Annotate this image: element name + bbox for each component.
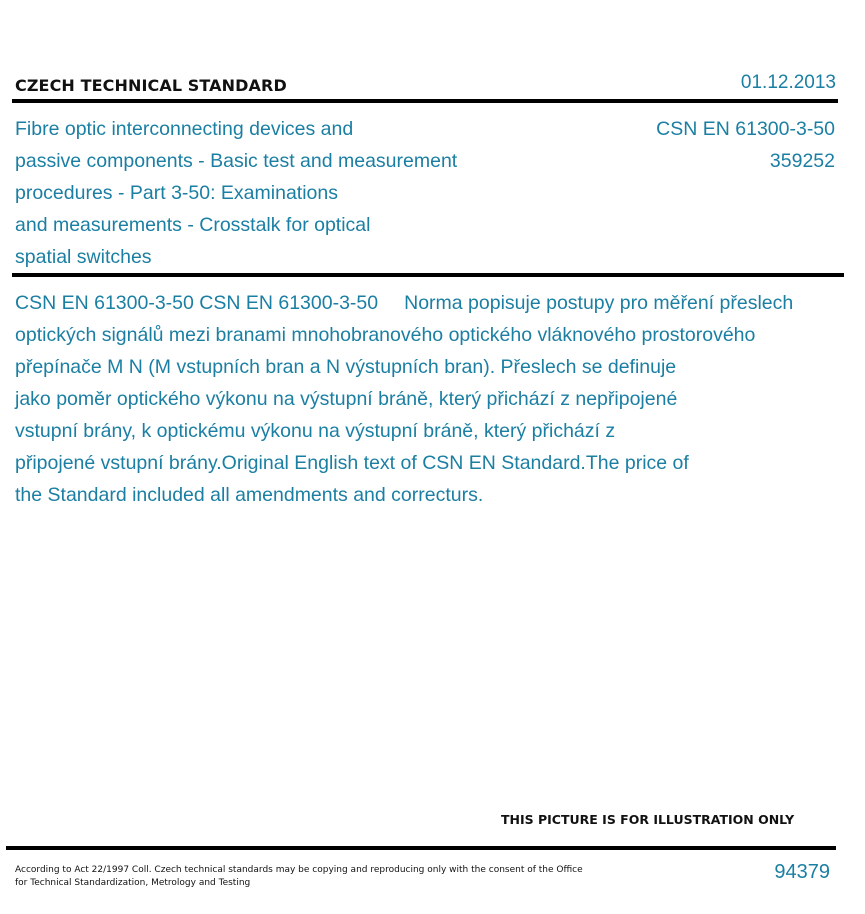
document-type-label: CZECH TECHNICAL STANDARD bbox=[15, 76, 287, 95]
illustration-note: THIS PICTURE IS FOR ILLUSTRATION ONLY bbox=[501, 812, 795, 827]
description-codes: CSN EN 61300-3-50 CSN EN 61300-3-50 bbox=[15, 292, 379, 314]
description-line: optických signálů mezi branami mnohobranového optického vláknového prostorového bbox=[15, 324, 756, 346]
document-number: 94379 bbox=[774, 861, 830, 883]
title-line: and measurements - Crosstalk for optical bbox=[15, 214, 371, 236]
title-line: passive components - Basic test and measurement bbox=[15, 150, 458, 172]
description-block bbox=[15, 287, 865, 511]
title-divider bbox=[12, 273, 844, 277]
title-line: procedures - Part 3-50: Examinations bbox=[15, 182, 338, 204]
description-line: jako poměr optického výkonu na výstupní bráně, který přichází z nepřipojené bbox=[15, 388, 678, 410]
standard-number: CSN EN 61300-3-50 bbox=[656, 118, 835, 140]
publication-date: 01.12.2013 bbox=[740, 72, 836, 93]
legal-line: According to Act 22/1997 Coll. Czech technical standards may be copying and reproducing only with the consent of the Office bbox=[15, 865, 583, 875]
standard-identifiers bbox=[656, 113, 835, 177]
standard-title bbox=[15, 113, 515, 273]
description-text: Norma popisuje postupy pro měření přeslech bbox=[404, 292, 794, 314]
legal-notice bbox=[15, 864, 585, 890]
title-line: Fibre optic interconnecting devices and bbox=[15, 118, 354, 140]
footer-divider bbox=[6, 846, 836, 850]
legal-line: for Technical Standardization, Metrology and Testing bbox=[15, 878, 251, 888]
description-line: the Standard included all amendments and correcturs. bbox=[15, 484, 484, 506]
description-line: přepínače M N (M vstupních bran a N výstupních bran). Přeslech se definuje bbox=[15, 356, 677, 378]
description-line bbox=[15, 287, 865, 319]
catalog-number: 359252 bbox=[769, 150, 835, 172]
description-line: připojené vstupní brány.Original English text of CSN EN Standard.The price of bbox=[15, 452, 689, 474]
header-divider bbox=[12, 99, 838, 103]
title-line: spatial switches bbox=[15, 246, 152, 268]
description-line: vstupní brány, k optickému výkonu na výstupní bráně, který přichází z bbox=[15, 420, 616, 442]
